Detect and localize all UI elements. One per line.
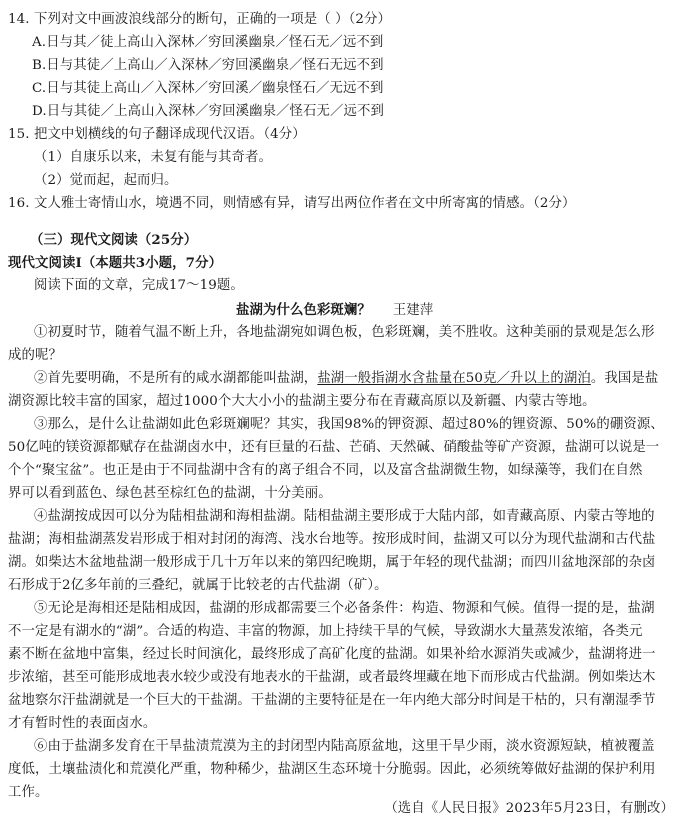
paragraph-3-line-2: 50亿吨的镁资源都赋存在盐湖卤水中，还有巨量的石盐、芒硝、天然碱、硝酸盐等矿产资源，盐湖可以说是一 (8, 440, 660, 455)
article-source: （选自《人民日报》2023年5月23日，有删改） (384, 801, 674, 816)
paragraph-4-line-3: 湖。如柴达木盆地盐湖一般形成于几十万年以来的第四纪晚期，属于年轻的现代盐湖；而四川盆地深部的杂卤 (8, 555, 656, 570)
question-15-item-1: （1）自康乐以来，未复有能与其奇者。 (34, 150, 272, 165)
article-title-line (236, 301, 433, 320)
section-instruction: 阅读下面的文章，完成17～19题。 (34, 278, 244, 293)
paragraph-3-line-4: 界可以看到蓝色、绿色甚至棕红色的盐湖，十分美丽。 (8, 486, 332, 501)
paragraph-6-line-2: 度低，土壤盐渍化和荒漠化严重，物种稀少，盐湖区生态环境十分脆弱。因此，必须统筹做好盐湖的保护利用 (8, 762, 656, 777)
paragraph-4-line-2: 盐湖；海相盐湖蒸发岩形成于相对封闭的海湾、浅水台地等。按形成时间，盐湖又可以分为现代盐湖和古代盐 (8, 532, 656, 547)
question-14-option-b: B.日与其徒／上高山／入深林／穷回溪幽泉／怪石无远不到 (32, 58, 384, 73)
question-14-option-d: D.日与其徒／上高山入深林／穷回溪幽泉／怪石无／远不到 (32, 104, 384, 119)
paragraph-2-text-start: ②首先要明确，不是所有的咸水湖都能叫盐湖， (34, 371, 318, 386)
paragraph-5-line-2: 不一定是有湖水的“湖”。合适的构造、丰富的物源，加上持续干旱的气候，导致湖水大量蒸发浓缩，各类元 (8, 624, 643, 639)
paragraph-1-line-1: ①初夏时节，随着气温不断上升，各地盐湖宛如调色板，色彩斑斓，美不胜收。这种美丽的景观是怎么形 (34, 325, 655, 340)
paragraph-1-line-2: 成的呢？ (8, 348, 62, 363)
paragraph-2-text-end: 。我国是盐 (590, 371, 659, 386)
paragraph-3-line-1: ③那么，是什么让盐湖如此色彩斑斓呢？其实，我国98%的钾资源、超过80%的锂资源、50%的硼资源、 (34, 417, 664, 432)
paragraph-6-line-1: ⑥由于盐湖多发育在干旱盐渍荒漠为主的封闭型内陆高原盆地，这里干旱少雨，淡水资源短缺，植被覆盖 (34, 739, 655, 754)
paragraph-2-line-1 (34, 370, 658, 388)
paragraph-6-line-3: 工作。 (8, 785, 49, 800)
paragraph-5-line-3: 素不断在盆地中富集，经过长时间演化，最终形成了高矿化度的盐湖。如果补给水源消失或减少，盐湖将进一 (8, 647, 656, 662)
question-15-stem: 15. 把文中划横线的句子翻译成现代汉语。（4分） (8, 127, 306, 142)
question-14-option-a: A.日与其／徒上高山入深林／穷回溪幽泉／怪石无／远不到 (32, 35, 384, 50)
paragraph-3-line-3: 个个“聚宝盆”。也正是由于不同盐湖中含有的离子组合不同，以及富含盐湖微生物，如绿藻等，我们在自然 (8, 463, 643, 478)
underlined-sentence: 盐湖一般指湖水含盐量在50克／升以上的湖泊 (317, 371, 591, 386)
paragraph-5-line-4: 步浓缩，甚至可能形成地表水较少或没有地表水的干盐湖，或者最终埋藏在地下而形成古代盐湖。例如柴达木 (8, 670, 656, 685)
question-16-stem: 16. 文人雅士寄情山水，境遇不同，则情感有异，请写出两位作者在文中所寄寓的情感。（2分） (8, 196, 576, 211)
paragraph-2-line-2: 湖资源比较丰富的国家，超过1000个大大小小的盐湖主要分布在青藏高原以及新疆、内蒙古等地。 (8, 394, 596, 409)
question-14-stem: 14. 下列对文中画波浪线部分的断句，正确的一项是（ ）（2分） (8, 12, 391, 27)
article-author: 王建萍 (392, 303, 434, 318)
section-subheading: 现代文阅读Ⅰ（本题共3小题，7分） (8, 255, 223, 271)
paragraph-5-line-6: 才有暂时性的表面卤水。 (8, 716, 157, 731)
article-title: 盐湖为什么色彩斑斓？ (236, 302, 371, 318)
paragraph-5-line-1: ⑤无论是海相还是陆相成因，盐湖的形成都需要三个必备条件：构造、物源和气候。值得一提的是，盐湖 (34, 601, 655, 616)
paragraph-4-line-4: 石形成于2亿多年前的三叠纪，就属于比较老的古代盐湖（矿）。 (8, 578, 388, 593)
question-15-item-2: （2）觉而起，起而归。 (34, 173, 178, 188)
paragraph-5-line-5: 盆地察尔汗盐湖就是一个巨大的干盐湖。干盐湖的主要特征是在一年内绝大部分时间是干枯的，只有潮湿季节 (8, 693, 656, 708)
paragraph-4-line-1: ④盐湖按成因可以分为陆相盐湖和海相盐湖。陆相盐湖主要形成于大陆内部，如青藏高原、内蒙古等地的 (34, 509, 655, 524)
section-heading: （三）现代文阅读（25分） (30, 232, 198, 248)
question-14-option-c: C.日与其徒上高山／入深林／穷回溪／幽泉怪石／无远不到 (32, 81, 384, 96)
